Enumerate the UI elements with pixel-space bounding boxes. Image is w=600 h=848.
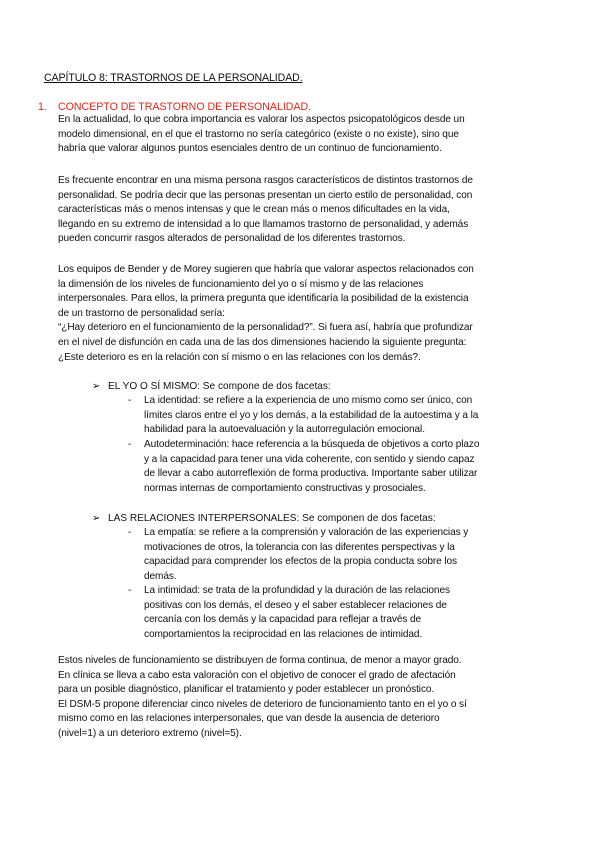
text-line: ¿Este deterioro es en la relación con sí mismo o en las relaciones con los demás?. [58, 351, 421, 363]
text-line: positivas con los demás, el deseo y el saber establecer relaciones de [144, 599, 447, 611]
text-line: la dimensión de los niveles de funcionamiento del yo o sí mismo y de las relaciones [58, 278, 424, 290]
text-line: interpersonales. Para ellos, la primera pregunta que identificaría la posibilidad de la existencia [58, 293, 469, 305]
section-heading [38, 101, 311, 113]
dash-bullet: - [128, 585, 132, 596]
bullet-label: EL YO O SÍ MISMO: Se compone de dos facetas: [108, 381, 331, 392]
arrow-bullet-icon: ➢ [92, 513, 101, 524]
bullet-yo-si-mismo [92, 380, 331, 395]
text-line: cercanía con los demás y la capacidad para reflejar a través de [144, 614, 422, 626]
paragraph-3 [58, 263, 528, 365]
text-line: habilidad para la autoevaluación y la autorregulación emocional. [144, 424, 425, 436]
text-line: pueden concurrir rasgos alterados de personalidad de los diferentes trastornos. [58, 233, 406, 245]
text-line: en el nivel de disfunción en cada una de las dos dimensiones haciendo la siguiente pregunta: [58, 336, 467, 348]
text-line: límites claros entre el yo y los demás, a la estabilidad de la autoestima y a la [144, 409, 479, 421]
text-line: características más o menos intensas y que le crean más o menos dificultades en la vida, [58, 204, 450, 216]
text-line: Es frecuente encontrar en una misma persona rasgos característicos de distintos trastornos de [58, 175, 473, 186]
text-line: Los equipos de Bender y de Morey sugieren que habría que valorar aspectos relacionados con [58, 264, 474, 275]
text-line: de un trastorno de personalidad sería: [58, 307, 225, 319]
text-line: Estos niveles de funcionamiento se distribuyen de forma continua, de menor a mayor grado. [58, 655, 462, 666]
text-line: capacidad para comprender los efectos de la propia conducta sobre los [144, 556, 457, 568]
text-line: En la actualidad, lo que cobra importancia es valorar los aspectos psicopatológicos desde un [58, 114, 465, 125]
chapter-title: CAPÍTULO 8: TRASTORNOS DE LA PERSONALIDAD. [44, 72, 303, 84]
arrow-bullet-icon: ➢ [92, 381, 101, 392]
text-line: La identidad: se refiere a la experiencia de uno mismo como ser único, con [144, 395, 473, 406]
text-line: personalidad. Se podría decir que las personas presentan un cierto estilo de personalidad, con [58, 189, 473, 201]
section-heading-text: CONCEPTO DE TRASTORNO DE PERSONALIDAD. [58, 101, 312, 113]
text-line: llegando en su extremo de intensidad a lo que llamamos trastorno de personalidad, y además [58, 218, 469, 230]
text-line: La intimidad: se trata de la profundidad y la duración de las relaciones [144, 585, 450, 596]
text-line: El DSM-5 propone diferenciar cinco niveles de deterioro de funcionamiento tanto en el yo o sí [58, 698, 467, 710]
text-line: En clínica se lleva a cabo esta valoración con el objetivo de conocer el grado de afectación [58, 669, 456, 681]
text-line: habría que valorar algunos puntos esenciales dentro de un continuo de funcionamiento. [58, 143, 442, 155]
text-line: para un posible diagnóstico, planificar el tratamiento y poder establecer un pronóstico. [58, 684, 435, 696]
paragraph-4 [58, 654, 528, 742]
bullet-relaciones-interpersonales [92, 512, 436, 527]
section-number: 1. [38, 101, 47, 113]
text-line: modelo dimensional, en el que el trastorno no sería categórico (existe o no existe), sino que [58, 128, 459, 140]
dash-bullet: - [128, 527, 132, 538]
paragraph-1 [58, 113, 528, 157]
text-line: demás. [144, 570, 177, 582]
text-line: y a la capacidad para tener una vida coherente, con sentido y siendo capaz [144, 453, 475, 465]
text-line: La empatía: se refiere a la comprensión y valoración de las experiencias y [144, 527, 469, 538]
text-line: mismo como en las relaciones interpersonales, que van desde la ausencia de deterioro [58, 713, 440, 725]
text-line: comportamientos la reciprocidad en las relaciones de intimidad. [144, 628, 423, 640]
text-line: (nivel=1) a un deterioro extremo (nivel=5). [58, 727, 242, 739]
text-line: normas internas de comportamiento constructivas y prosociales. [144, 482, 426, 494]
bullet-label: LAS RELACIONES INTERPERSONALES: Se componen de dos facetas: [108, 513, 436, 524]
text-line: motivaciones de otros, la tolerancia con las diferentes perspectivas y la [144, 541, 455, 553]
text-line: Autodeterminación: hace referencia a la búsqueda de objetivos a corto plazo [144, 439, 480, 450]
dash-bullet: - [128, 439, 132, 450]
text-line: de llevar a cabo autorreflexión de forma productiva. Importante saber utilizar [144, 468, 478, 480]
paragraph-2 [58, 174, 528, 247]
text-line: “¿Hay deterioro en el funcionamiento de la personalidad?”. Si fuera así, habría que profundizar [58, 322, 473, 334]
dash-bullet: - [128, 395, 132, 406]
